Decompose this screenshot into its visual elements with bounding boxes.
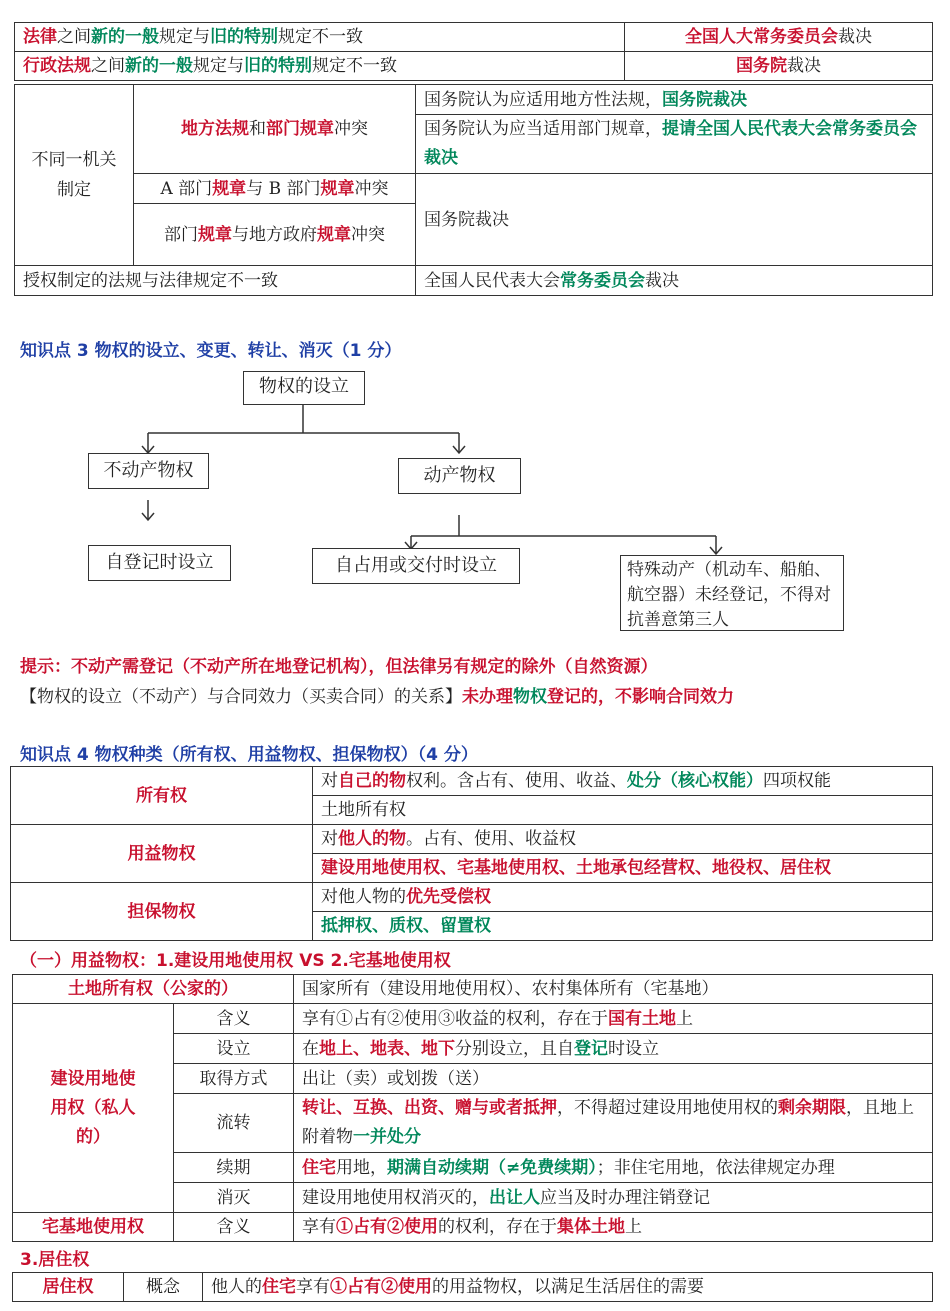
section-title-k3: 知识点 3 物权的设立、变更、转让、消灭（1 分） [20, 341, 402, 361]
type-ownership: 所有权 [11, 767, 313, 825]
text: 用地， [336, 1157, 387, 1178]
text: 优先受偿权 [406, 887, 491, 907]
land-use-table [12, 974, 933, 1242]
local-vs-dept [134, 85, 416, 174]
text: 法律 [23, 27, 57, 47]
text: 授权制定的法规与法律规定不一致 [23, 270, 278, 291]
text: 国务院裁决 [424, 209, 509, 230]
text: 裁决 [645, 270, 679, 291]
conflict-table-2 [14, 84, 933, 296]
security-desc [313, 883, 933, 912]
row-law [15, 23, 625, 52]
ruling-a1 [416, 85, 933, 115]
text: 裁决 [838, 27, 872, 47]
text: 剩余期限 [778, 1098, 846, 1118]
residence-right: 居住权 [13, 1273, 124, 1302]
relation-line [20, 682, 734, 707]
text: 。占有、使用、收益权 [406, 829, 576, 849]
row-admin-ruling [625, 52, 933, 81]
usufruct-list: 建设用地使用权、宅基地使用权、土地承包经营权、地役权、居住权 [313, 854, 933, 883]
node-movable: 动产物权 [398, 458, 521, 494]
text: 冲突 [334, 119, 368, 139]
property-types-table [10, 766, 933, 941]
meaning-desc [294, 1004, 933, 1034]
text: 登记的，不影响合同效力 [547, 687, 734, 707]
dept-vs-dept [134, 174, 416, 204]
text: 享有①占有②使用③收益的权利，存在于 [302, 1008, 608, 1029]
row-key: 设立 [174, 1034, 294, 1064]
tip-line [20, 652, 658, 677]
text: 期满自动续期（≠免费续期） [387, 1157, 597, 1178]
land-ownership-desc: 国家所有（建设用地使用权）、农村集体所有（宅基地） [294, 975, 933, 1004]
type-security: 担保物权 [11, 883, 313, 941]
ruling-a2 [416, 115, 933, 174]
node-immovable: 不动产物权 [88, 453, 209, 489]
text: 新的一般 [91, 27, 159, 47]
text: 享有 [296, 1277, 330, 1297]
text: 规定与 [193, 56, 244, 76]
text: 行政法规 [23, 56, 91, 76]
text: 未办理 [462, 687, 513, 707]
text: ，不得超过建设用地使用权的 [557, 1098, 778, 1118]
text: 建设用地使用权消灭的， [302, 1187, 489, 1208]
row-key: 取得方式 [174, 1064, 294, 1094]
residence-desc [203, 1273, 933, 1302]
authorized-rule [15, 266, 416, 296]
text: 除外（自然资源） [521, 657, 658, 677]
text: 转让、互换、出资、赠与或者抵押 [302, 1098, 557, 1118]
construction-land-right [13, 1004, 174, 1213]
ruling-d [416, 266, 933, 296]
section-title-residence: 3.居住权 [20, 1250, 90, 1270]
acquire-desc: 出让（卖）或划拨（送） [294, 1064, 933, 1094]
text: 国务院 [736, 56, 787, 76]
row-law-ruling [625, 23, 933, 52]
text: 和 [249, 119, 266, 139]
text: 四项权能 [763, 771, 831, 791]
text: 旧的特别 [244, 56, 312, 76]
residence-table [12, 1272, 933, 1302]
text: 与地方政府 [232, 224, 317, 245]
text: 集体土地 [557, 1217, 625, 1237]
text: 分别设立，且自 [455, 1038, 574, 1059]
text: 之间 [91, 56, 125, 76]
text: 规定与 [159, 27, 210, 47]
section-title-usufruct: （一）用益物权：1.建设用地使用权 VS 2.宅基地使用权 [20, 951, 451, 971]
text: 规章 [212, 178, 247, 199]
row-admin [15, 52, 625, 81]
text: 国务院认为应适用地方性法规， [424, 89, 662, 110]
termination-desc [294, 1183, 933, 1213]
text: 他人的 [211, 1277, 262, 1297]
text: 国务院裁决 [662, 89, 747, 110]
text: 与 B 部门 [246, 178, 321, 199]
text: 上 [625, 1217, 642, 1237]
row-key: 概念 [124, 1273, 203, 1302]
text: 裁决 [787, 56, 821, 76]
land-ownership: 土地所有权（公家的） [13, 975, 294, 1004]
ownership-land: 土地所有权 [313, 796, 933, 825]
text: 规定不一致 [312, 56, 397, 76]
row-key: 流转 [174, 1094, 294, 1153]
establish-desc [294, 1034, 933, 1064]
text: 新的一般 [125, 56, 193, 76]
text: 他人的物 [338, 829, 406, 849]
text: 之间 [57, 27, 91, 47]
text: 住宅 [262, 1277, 296, 1297]
homestead-right: 宅基地使用权 [13, 1213, 174, 1242]
text: 地方法规 [181, 119, 249, 139]
text: 常务委员会 [560, 270, 645, 291]
text: 冲突 [354, 178, 389, 199]
text: 在 [302, 1038, 319, 1059]
text: 的用益物权，以满足生活居住的需要 [432, 1277, 704, 1297]
conflict-table-1 [14, 22, 933, 81]
section-title-k4: 知识点 4 物权种类（所有权、用益物权、担保物权）（4 分） [20, 745, 478, 765]
row-key: 续期 [174, 1153, 294, 1183]
text: 国务院认为应当适用部门规章， [424, 119, 662, 139]
node-root: 物权的设立 [243, 371, 365, 405]
text: 享有 [302, 1217, 336, 1237]
text: 地上、地表、地下 [319, 1038, 455, 1059]
usufruct-desc [313, 825, 933, 854]
text: 权利。含占有、使用、收益、 [406, 771, 627, 791]
text: 对他人物的 [321, 887, 406, 907]
text: 规章 [198, 224, 232, 245]
text: 出让人 [489, 1187, 540, 1208]
node-immovable-rule: 自登记时设立 [88, 545, 231, 581]
text: 规章 [317, 224, 351, 245]
text: ；非住宅用地，依法律规定办理 [596, 1157, 835, 1178]
text: 不同一机关制定 [31, 150, 117, 200]
text: ①占有②使用 [330, 1277, 432, 1297]
text: 对 [321, 829, 338, 849]
text: 自己的物 [338, 771, 406, 791]
transfer-desc [294, 1094, 933, 1153]
node-movable-rule: 自占用或交付时设立 [312, 548, 520, 584]
homestead-desc [294, 1213, 933, 1242]
text: 时设立 [608, 1038, 659, 1059]
text: 旧的特别 [210, 27, 278, 47]
ownership-desc [313, 767, 933, 796]
row-key: 消灭 [174, 1183, 294, 1213]
row-key: 含义 [174, 1004, 294, 1034]
type-usufruct: 用益物权 [11, 825, 313, 883]
text: 冲突 [351, 224, 385, 245]
text: 国有土地 [608, 1008, 676, 1029]
text: 规定不一致 [278, 27, 363, 47]
text: 对 [321, 771, 338, 791]
text: 处分（核心权能） [627, 771, 763, 791]
text: 一并处分 [353, 1127, 421, 1147]
group-label [15, 85, 134, 266]
text: ，且地上附着物 [302, 1098, 914, 1147]
text: 的权利，存在于 [438, 1217, 557, 1237]
text: 全国人民代表大会 [424, 270, 560, 291]
text: 部门 [164, 224, 198, 245]
text: 上 [676, 1008, 693, 1029]
ruling-bc [416, 174, 933, 266]
text: 【物权的设立（不动产）与合同效力（买卖合同）的关系】 [20, 687, 462, 707]
text: 提示：不动产需登记（不动产所在地登记机构），但法律另有规定的 [20, 657, 522, 677]
text: ①占有②使用 [336, 1217, 438, 1237]
node-special-movable: 特殊动产（机动车、船舶、 航空器）未经登记，不得对抗善意第三人 [620, 555, 844, 631]
text: 提请全国人民代表大会常务委员会裁决 [424, 119, 917, 168]
security-list: 抵押权、质权、留置权 [313, 912, 933, 941]
text: 建设用地使用权（私人的） [50, 1068, 136, 1147]
text: 住宅 [302, 1157, 336, 1178]
dept-vs-local [134, 204, 416, 266]
text: 部门规章 [266, 119, 334, 139]
text: 物权 [513, 687, 547, 707]
text: A 部门 [160, 178, 213, 199]
row-key: 含义 [174, 1213, 294, 1242]
text: 全国人大常务委员会 [685, 27, 838, 47]
text: 应当及时办理注销登记 [540, 1187, 710, 1208]
renewal-desc [294, 1153, 933, 1183]
text: 规章 [320, 178, 355, 199]
text: 登记 [574, 1038, 608, 1059]
